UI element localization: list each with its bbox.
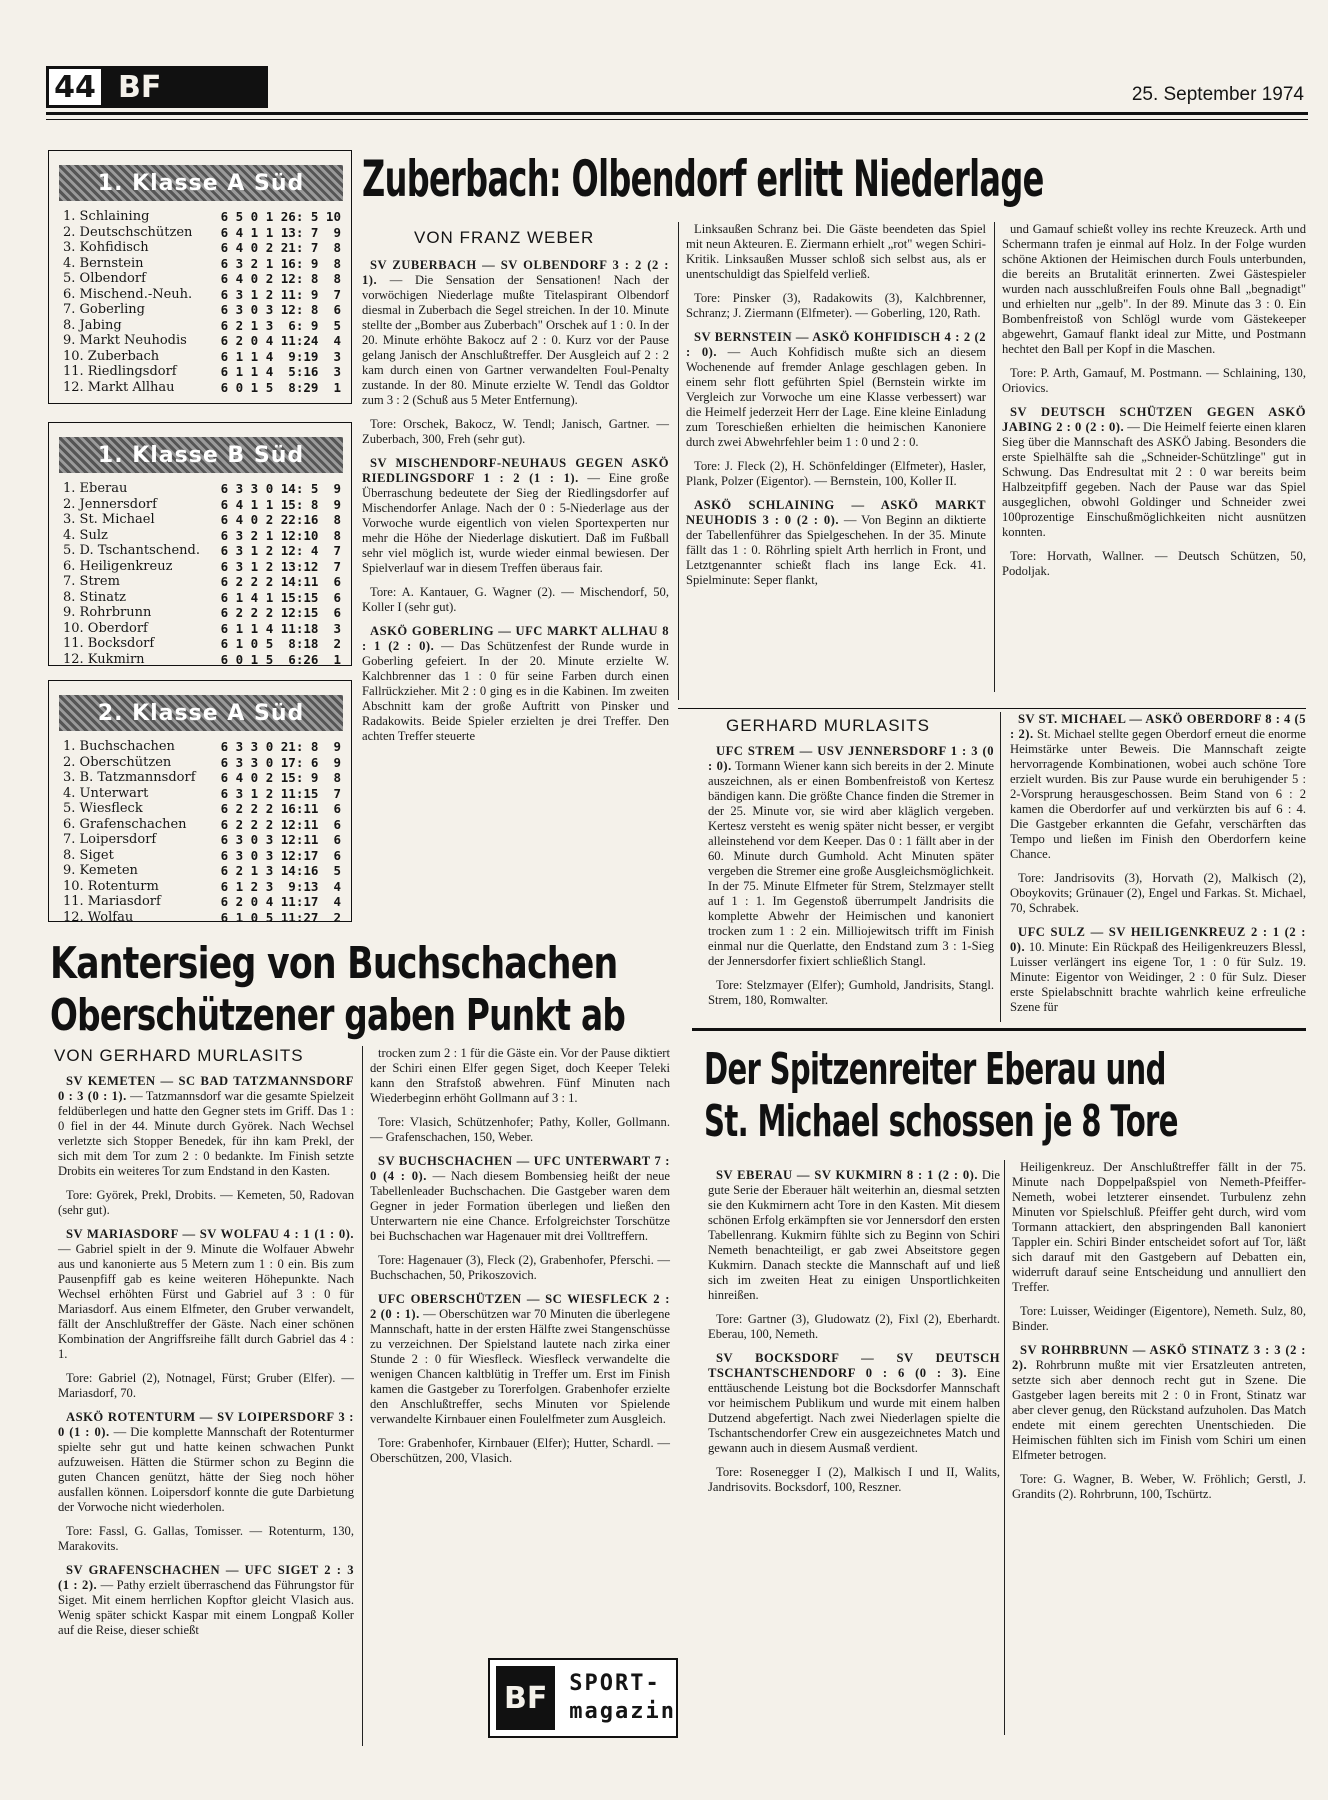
paragraph (362, 624, 669, 744)
team-stats: 6 5 0 1 26: 5 10 (220, 209, 341, 224)
team-name: 6. Heiligenkreuz (63, 558, 173, 574)
paragraph-text: Rohrbrunn mußte mit vier Ersatzleuten antreten, setzte sich aber dennoch recht gut in Szene. Die Gastgeber lagen bereits mit 2 : 0 in Front, Stinatz war aber clever genug, den Rückstand aufzuholen. Das Match endete mit einem gerechten Unentschieden. Die Heimischen fühlten sich im Finish vom Schiri um einen Elfmeter betrogen. (1012, 1358, 1306, 1462)
column-rule (994, 222, 995, 692)
team-stats: 6 1 2 3 9:13 4 (220, 878, 341, 894)
team-name: 6. Mischend.-Neuh. (63, 286, 193, 302)
table-row (63, 271, 341, 287)
table-row (63, 512, 341, 528)
byline-gerhard-murlasits-2: VON GERHARD MURLASITS (54, 1046, 304, 1065)
paragraph (1002, 222, 1306, 357)
table-row (63, 863, 341, 879)
paragraph (370, 1292, 670, 1427)
paragraph-text: — Von Beginn an diktierte der Tabellenführer das Spielgeschehen. In der 35. Minute fällt das 1 : 0. Röhrling spielt Arth herrlich in Front, und Letztgenannter schießt flach ins lange Eck. 41. Spielminute: Seper flankt, (686, 513, 986, 587)
paragraph (370, 1253, 670, 1283)
paragraph (1002, 549, 1306, 579)
team-name: 1. Schlaining (63, 209, 150, 224)
paragraph-text: Linksaußen Schranz bei. Die Gäste beendeten das Spiel mit neun Akteuren. E. Ziermann erhielt „rot" wegen Schiri-Kritik. Linksaußen Musser schloß sich selbst aus, als er unentschuldigt das Spielfeld verließ. (686, 222, 986, 281)
paragraph-text: Tore: Györek, Prekl, Drobits. — Kemeten, 50, Radovan (sehr gut). (58, 1188, 354, 1217)
team-stats: 6 2 2 2 16:11 6 (220, 801, 341, 816)
article3-column-1 (58, 1074, 354, 1647)
article2-column-1 (708, 744, 994, 1017)
paragraph (370, 1436, 670, 1466)
paragraph-text: Eine enttäuschende Leistung bot die Bocksdorfer Mannschaft vor heimischem Publikum und wurde mit einem halben Dutzend abgefertigt. Nach zwei Niederlagen spielte die Tschantschendorfer Crew ein ausgezeichnetes Match und gewann auch in diesem Ausmaß verdient. (708, 1366, 1000, 1455)
paragraph-text: Tore: Grabenhofer, Kirnbauer (Elfer); Hutter, Schardl. — Oberschützen, 200, Vlasich. (370, 1436, 670, 1465)
table-row (63, 543, 341, 559)
table-row (63, 333, 341, 349)
league-table-title: 1. Klasse B Süd (59, 437, 343, 473)
paragraph (58, 1074, 354, 1179)
paragraph (1012, 1304, 1306, 1334)
paragraph (58, 1371, 354, 1401)
paragraph-text: trocken zum 2 : 1 für die Gäste ein. Vor der Pause diktiert der Schiri einen Elfer gegen Siget, doch Keeper Teleki kann den Strafstoß abwehren. Fünf Minuten nach Wiederbeginn erhöht Gollmann auf 3 : 1. (370, 1046, 670, 1105)
article3-column-2 (370, 1046, 670, 1475)
table-row (63, 848, 341, 864)
team-stats: 6 4 0 2 21: 7 8 (220, 240, 341, 255)
team-stats: 6 3 3 0 17: 6 9 (220, 754, 341, 770)
team-name: 7. Goberling (63, 302, 145, 317)
paragraph-text: — Oberschützen war 70 Minuten die überlegene Mannschaft, hatte in der ersten Hälfte zwei Stangenschüsse zu verzeichnen. Der Spielstand lautete nach zirka einer Stunde 2 : 0 für Wiesfleck. Wiesfleck verwandelte die wenigen Chancen kaltblütig in Treffer um. Erst im Finish kamen die Gastgeber zu Torerfolgen. Grabenhofer erzielte den Anschlußtreffer, sechs Minuten vor Spielende verwandelte Kirnbauer einen Foulelfmeter zum Ausgleich. (370, 1307, 670, 1426)
team-name: 1. Buchschachen (63, 739, 175, 754)
team-stats: 6 0 1 5 8:29 1 (220, 379, 341, 395)
paragraph (708, 1312, 1000, 1342)
team-name: 12. Markt Allhau (63, 379, 175, 395)
paragraph-text: — Nach diesem Bombensieg heißt der neue Tabellenleader Buchschachen. Die Gastgeber waren dem Gegner in jeder Formation überlegen und ließen den Unterwartern nie eine Chance. Erfolgreichster Torschütze bei Buchschachen war Hagenauer mit drei Volltreffern. (370, 1169, 671, 1243)
paragraph (686, 222, 986, 282)
match-heading: UFC SULZ — SV HEILIGENKREUZ 2 : 1 (2 : 0). (1010, 925, 1306, 954)
paragraph (1012, 1343, 1306, 1463)
paragraph (58, 1410, 354, 1515)
paragraph (686, 291, 986, 321)
article1-column-3 (1002, 222, 1306, 588)
team-stats: 6 2 1 3 6: 9 5 (220, 317, 341, 333)
team-stats: 6 3 3 0 21: 8 9 (220, 739, 341, 754)
table-row (63, 894, 341, 910)
team-name: 12. Kukmirn (63, 651, 145, 667)
team-stats: 6 3 1 2 12: 4 7 (220, 543, 341, 558)
paragraph-text: Tore: Rosenegger I (2), Malkisch I und II, Walits, Jandrisovits. Bocksdorf, 100, Reszner. (708, 1465, 1000, 1494)
paragraph (58, 1524, 354, 1554)
paragraph (708, 1168, 1000, 1303)
paragraph-text: Heiligenkreuz. Der Anschlußtreffer fällt in der 75. Minute nach Doppelpaßspiel von Nemeth-Pfeiffer-Nemeth, wobei letzterer einsendet. Turbulenz zehn Minuten vor Spielschluß. Pfeiffer geht durch, wird vom Tormann attackiert, den abspringenden Ball kanoniert Tappler ein. Schiri Binder entscheidet sofort auf Tor, läßt sich darauf mit den Gastgebern auf Debatten ein, widerruft darauf seine Entscheidung und annulliert den Treffer. (1012, 1160, 1306, 1294)
match-heading: ASKÖ SCHLAINING — ASKÖ MARKT NEUHODIS 3 : 0 (2 : 0). (686, 498, 986, 527)
table-row (63, 481, 341, 497)
team-stats: 6 2 1 3 14:16 5 (220, 863, 341, 878)
team-stats: 6 4 0 2 22:16 8 (220, 512, 341, 527)
team-name: 6. Grafenschachen (63, 816, 187, 832)
paragraph (1012, 1472, 1306, 1502)
article1-column-1 (362, 258, 669, 753)
byline-gerhard-murlasits: GERHARD MURLASITS (726, 716, 931, 735)
paragraph (1010, 925, 1306, 1015)
table-row (63, 739, 341, 755)
table-row (63, 349, 341, 365)
team-stats: 6 1 1 4 5:16 3 (220, 364, 341, 379)
paragraph-text: — Die komplette Mannschaft der Rotenturmer spielte sehr gut und hatte keinen schwachen Punkt aufzuweisen. Hätten die Stürmer schon zu Beginn die guten Chancen genützt, hätte der Sieg noch höher ausfallen können. Loipersdorf konnte die gute Darbietung der Vorwoche nicht wiederholen. (58, 1425, 354, 1514)
table-row (63, 817, 341, 833)
team-name: 9. Markt Neuhodis (63, 333, 187, 348)
team-stats: 6 2 2 2 12:11 6 (220, 816, 341, 832)
article4-column-1 (708, 1168, 1000, 1504)
paragraph (708, 978, 994, 1008)
paragraph-text: Tore: Jandrisovits (3), Horvath (2), Malkisch (2), Oboykovits; Grünauer (2), Engel und Farkas. St. Michael, 70, Schrabek. (1010, 871, 1306, 915)
headline-kantersieg: Kantersieg von Buchschachen (50, 938, 618, 989)
match-heading: SV MARIASDORF — SV WOLFAU 4 : 1 (1 : 0). (66, 1227, 354, 1241)
paragraph (362, 585, 669, 615)
team-stats: 6 4 1 1 13: 7 9 (220, 224, 341, 240)
team-name: 2. Deutschschützen (63, 224, 193, 240)
team-name: 8. Jabing (63, 317, 122, 333)
paragraph-text: — Pathy erzielt überraschend das Führungstor für Siget. Mit einem herrlichen Kopftor gleicht Vlasich aus. Wenig später schickt Kaspar mit einem Longpaß Koller auf die Reise, dieser schießt (58, 1578, 354, 1637)
paragraph-text: Tore: Fassl, G. Gallas, Tomisser. — Rotenturm, 130, Marakovits. (58, 1524, 354, 1553)
table-row (63, 879, 341, 895)
team-name: 2. Oberschützen (63, 754, 172, 770)
match-heading: SV GRAFENSCHACHEN — UFC SIGET 2 : 3 (1 : 2). (58, 1563, 354, 1592)
paragraph (686, 498, 986, 588)
table-row (63, 364, 341, 380)
team-name: 11. Bocksdorf (63, 636, 155, 651)
match-heading: SV BOCKSDORF — SV DEUTSCH TSCHANTSCHENDORF 0 : 6 (0 : 3). (708, 1351, 1000, 1380)
match-heading: SV ST. MICHAEL — ASKÖ OBERDORF 8 : 4 (5 : 2). (1010, 712, 1306, 741)
team-name: 5. D. Tschantschend. (63, 543, 201, 558)
article2-column-2 (1010, 712, 1306, 1024)
team-stats: 6 3 0 3 12: 8 6 (220, 302, 341, 317)
paragraph (686, 459, 986, 489)
column-rule (1004, 1160, 1005, 1735)
team-name: 3. St. Michael (63, 512, 155, 527)
team-stats: 6 4 0 2 15: 9 8 (220, 770, 341, 785)
match-heading: ASKÖ ROTENTURM — SV LOIPERSDORF 3 : 0 (1 : 0). (58, 1410, 354, 1439)
column-rule (1000, 712, 1001, 1022)
paragraph-text: Tore: Gabriel (2), Notnagel, Fürst; Gruber (Elfer). — Mariasdorf, 70. (58, 1371, 354, 1400)
paragraph-text: — Gabriel spielt in der 9. Minute die Wolfauer Abwehr aus und kanonierte aus 5 Metern zum 1 : 0 ein. Bis zum Pausenpfiff gab es keine weiteren Höhepunkte. Nach Wechsel erhöhten Fürst und Gabriel auf 3 : 0 für Mariasdorf. Aus einem Elfmeter, den Gruber verwandelt, fällt der Anschlußtreffer der Gäste. Nach einer schönen Kombination der Angriffsreihe fällt durch Gabriel das 4 : 1. (58, 1242, 354, 1361)
table-row (63, 318, 341, 334)
team-name: 4. Bernstein (63, 255, 144, 271)
team-name: 12. Wolfau (63, 909, 134, 925)
paragraph-text: Tore: Vlasich, Schützenhofer; Pathy, Koller, Gollmann. — Grafenschachen, 150, Weber. (370, 1115, 670, 1144)
paragraph-text: St. Michael stellte gegen Oberdorf erneut die enorme Heimstärke unter Beweis. Die Mannschaft zeigte hervorragende Kombinationen, wobei auch schöne Tore erzielt wurden. Bis zur Pause wurde ein beruhigender 5 : 2-Vorsprung herausgeschossen. Beim Stand von 6 : 2 kamen die Oberdorfer auf und verkürzten bis auf 6 : 4. Die Gastgeber erkannten die Gefahr, verschärften das Tempo und ließen im Finish den Oberdorfern keine Chance. (1010, 727, 1307, 861)
team-stats: 6 2 0 4 11:24 4 (220, 333, 341, 348)
team-name: 1. Eberau (63, 481, 128, 496)
table-row (63, 256, 341, 272)
league-table-title: 2. Klasse A Süd (59, 695, 343, 731)
match-heading: SV BUCHSCHACHEN — UFC UNTERWART 7 : 0 (4 : 0). (370, 1154, 670, 1183)
table-row (63, 636, 341, 652)
league-table-3 (48, 680, 352, 925)
table-row (63, 209, 341, 225)
page-number: 44 (46, 66, 104, 108)
table-row (63, 621, 341, 637)
team-name: 8. Stinatz (63, 589, 127, 605)
league-table-2 (48, 422, 352, 666)
league-table-title: 1. Klasse A Süd (59, 165, 343, 201)
league-table-rows (49, 209, 351, 401)
team-stats: 6 2 0 4 11:17 4 (220, 894, 341, 909)
team-name: 5. Olbendorf (63, 271, 146, 286)
column-rule (362, 1046, 363, 1746)
table-row (63, 786, 341, 802)
article1-column-2 (686, 222, 986, 597)
team-stats: 6 3 1 2 13:12 7 (220, 558, 341, 574)
paragraph (1002, 366, 1306, 396)
table-row (63, 574, 341, 590)
paragraph (1012, 1160, 1306, 1295)
paragraph-text: Tore: Pinsker (3), Radakowits (3), Kalchbrenner, Schranz; J. Ziermann (Elfmeter). — Goberling, 120, Rath. (686, 291, 986, 320)
ad-line-1: SPORT- (569, 1671, 661, 1696)
article4-top-rule (692, 1028, 1306, 1031)
team-stats: 6 1 1 4 9:19 3 (220, 348, 341, 364)
paragraph-text: — Tatzmannsdorf war die gesamte Spielzeit feldüberlegen und hatte den Gegner stets im Griff. Das 1 : 0 fiel in der 44. Minute durch Györek. Nach Wechsel verletzte sich Stopper Benedek, für ihn kam Prekl, der sich mit dem Tor zum 2 : 0 bedankte. Im Finish setzte Drobits ein weiteres Tor zum Endstand in den Kasten. (58, 1089, 354, 1178)
paragraph (708, 1351, 1000, 1456)
paragraph (58, 1227, 354, 1362)
table-row (63, 528, 341, 544)
paragraph-text: Tormann Wiener kann sich bereits in der 2. Minute auszeichnen, als er einen Bombenfreistoß von Kertesz bändigen kann. Die größte Chance finden die Stremer in der 25. Minute vor, sie wird aber kläglich vergeben. Kertesz versteht es wenig später nicht besser, er vergibt alleinstehend vor dem Keeper. Das 0 : 1 fällt aber in der 60. Minute durch Gumhold. Acht Minuten später vergeben die Stremer eine große Ausgleichsmöglichkeit. In der 75. Minute Elfmeter für Strem, Stelzmayer stellt auf 1 : 1. Im Gegenstoß überrumpelt Jandrisits die komplette Abwehr der Heimischen und kanoniert trocken zum 1 : 2 ein. Milliojewitsch trifft im Finish einmal nur die Querlatte, den Endstand zum 3 : 1-Sieg der Jennersdorfer fixiert schließlich Stangl. (708, 759, 994, 968)
article4-column-2 (1012, 1160, 1306, 1511)
byline-franz-weber: VON FRANZ WEBER (414, 228, 595, 247)
table-row (63, 287, 341, 303)
table-row (63, 801, 341, 817)
sport-magazin-ad (488, 1658, 678, 1738)
team-stats: 6 0 1 5 6:26 1 (220, 651, 341, 667)
team-stats: 6 1 1 4 11:18 3 (220, 620, 341, 636)
headline-st-michael: St. Michael schossen je 8 Tore (704, 1096, 1178, 1147)
team-name: 3. B. Tatzmannsdorf (63, 770, 196, 785)
table-row (63, 832, 341, 848)
league-table-1 (48, 150, 352, 404)
paragraph-text: Tore: Stelzmayer (Elfer); Gumhold, Jandrisits, Stangl. Strem, 180, Romwalter. (708, 978, 994, 1007)
team-stats: 6 4 1 1 15: 8 9 (220, 496, 341, 512)
team-stats: 6 3 2 1 12:10 8 (220, 527, 341, 543)
table-row (63, 497, 341, 513)
team-name: 10. Oberdorf (63, 620, 148, 636)
team-name: 7. Strem (63, 574, 120, 589)
paragraph-text: Tore: Hagenauer (3), Fleck (2), Grabenhofer, Pferschi. — Buchschachen, 50, Prikoszovich. (370, 1253, 670, 1282)
paragraph-text: — Auch Kohfidisch mußte sich an diesem Wochenende auf fremder Anlage geschlagen geben. In einem sehr flott geführten Spiel (Bernstein wirkte im Vergleich zur Vorwoche um eine Klasse verbessert) war die Heimelf jederzeit Herr der Lage. Eine kleine Einladung zum Toreschießen erhielten die heimischen Kanoniere durch zwei Abwehrfehler beim 1 : 0 und 2 : 0. (686, 345, 986, 449)
paragraph-text: Tore: Horvath, Wallner. — Deutsch Schützen, 50, Podoljak. (1002, 549, 1306, 578)
team-name: 9. Kemeten (63, 863, 138, 878)
paragraph (1002, 405, 1306, 540)
paragraph (370, 1046, 670, 1106)
team-name: 4. Sulz (63, 527, 108, 543)
league-table-rows (49, 739, 351, 931)
match-heading: UFC STREM — USV JENNERSDORF 1 : 3 (0 : 0). (708, 744, 994, 773)
team-name: 7. Loipersdorf (63, 832, 157, 847)
paragraph-text: — Die Heimelf feierte einen klaren Sieg über die Mannschaft des ASKÖ Jabing. Besonders die erste Spielhälfte sah die „Schneider-Schützlinge" gut in Schwung. Das Endresultat mit 2 : 0 war bereits beim Halbzeitpfiff gegeben. Nach der Pause war das Spiel ausgeglichen, obwohl Goldinger und Schneider zwei 100prozentige Einschußmöglichkeiten nicht ausnützen konnten. (1002, 420, 1306, 539)
paragraph (1010, 871, 1306, 916)
header-rule (46, 112, 1308, 115)
table-row (63, 590, 341, 606)
paragraph (362, 258, 669, 408)
paragraph (708, 1465, 1000, 1495)
team-name: 11. Riedlingsdorf (63, 364, 177, 379)
table-row (63, 652, 341, 668)
table-row (63, 605, 341, 621)
paragraph-text: und Gamauf schießt volley ins rechte Kreuzeck. Arth und Schermann trafen je einmal auf Holz. In der Folge wurden schöne Aktionen der Heimischen durch Fouls unterbunden, die bereits an Brutalität erinnerten. Zwei Gästespieler wurden nach ausschlußreifen Fouls ohne Ball „begnadigt" und erhielten nur „gelb". In der 89. Minute das 3 : 0. Ein Bombenfreistoß von Schlögl wurde vom Gästekeeper abgewehrt, Gamauf flankt ideal zur Mitte, und Postmann hechtet den Ball per Kopf in die Maschen. (1002, 222, 1306, 356)
match-heading: UFC OBERSCHÜTZEN — SC WIESFLECK 2 : 2 (0 : 1). (370, 1292, 670, 1321)
paragraph (362, 456, 669, 576)
paragraph-text: Die gute Serie der Eberauer hält weiterhin an, diesmal setzten sie den Kukmirnern acht Tore in den Kasten. Mit diesem schönen Erfolg erkämpften sie vor Jennersdorf den ersten Tabellenrang. Kukmirn fühlte sich zu Beginn von Schiri Nemeth benachteiligt, er gab zwei Abseitstore gegen Kukmirn. Danach steckte die Mannschaft auf und ließ sich im zweiten Heat zu einigen Unsportlichkeiten hinreißen. (708, 1168, 1000, 1302)
paragraph-text: Tore: J. Fleck (2), H. Schönfeldinger (Elfmeter), Hasler, Plank, Polzer (Eigentor). — Bernstein, 100, Koller II. (686, 459, 986, 488)
match-heading: SV ZUBERBACH — SV OLBENDORF 3 : 2 (2 : 1). (362, 258, 669, 287)
paragraph (370, 1115, 670, 1145)
page-header-box (46, 66, 268, 108)
team-stats: 6 1 0 5 8:18 2 (220, 636, 341, 651)
table-row (63, 755, 341, 771)
headline-zuberbach: Zuberbach: Olbendorf erlitt Niederlage (362, 150, 1044, 208)
paragraph-text: — Die Sensation der Sensationen! Nach der vorwöchigen Niederlage mußte Titelaspirant Olbendorf diesmal in Zuberbach die Segel streichen. In der 10. Minute stellte der „Bomber aus Zuberbach" Orschek auf 1 : 0. In der 20. Minute erhöhte Bakocz auf 2 : 0. Kurz vor der Pause gelang Janisch der Anschlußtreffer. Der Ausgleich auf 2 : 2 kam durch einen von Gartner verwandelten Foul-Penalty zustande. In der 80. Minute erzielte W. Tendl das Goldtor zum 3 : 2 (Schuß aus 5 Meter Entfernung). (362, 273, 669, 407)
team-stats: 6 3 2 1 16: 9 8 (220, 255, 341, 271)
paragraph-text: Tore: P. Arth, Gamauf, M. Postmann. — Schlaining, 130, Oriovics. (1002, 366, 1306, 395)
team-stats: 6 3 0 3 12:11 6 (220, 832, 341, 847)
paragraph (686, 330, 986, 450)
header-rule-thin (46, 119, 1308, 120)
paragraph-text: — Eine große Überraschung bedeutete der Sieg der Riedlingsdorfer auf Mischendorfer Anlage. Nach der 0 : 5-Niederlage aus der Vorwoche wurde eigentlich von vielen Sportexperten nur mehr die Höhe der Niederlage diskutiert. Daß im Fußball sehr viel möglich ist, wurde wieder einmal bewiesen. Der Spielverlauf war in diesem Treffen überaus fair. (362, 471, 669, 575)
issue-date: 25. September 1974 (1131, 84, 1304, 105)
paragraph-text: Tore: Gartner (3), Gludowatz (2), Fixl (2), Eberhardt. Eberau, 100, Nemeth. (708, 1312, 1000, 1341)
team-name: 8. Siget (63, 847, 114, 863)
match-heading: SV DEUTSCH SCHÜTZEN GEGEN ASKÖ JABING 2 : 0 (2 : 0). (1002, 405, 1306, 434)
league-table-rows (49, 481, 351, 673)
team-name: 2. Jennersdorf (63, 496, 157, 512)
paragraph (362, 417, 669, 447)
team-stats: 6 1 4 1 15:15 6 (220, 589, 341, 605)
paragraph (370, 1154, 670, 1244)
team-name: 10. Rotenturm (63, 878, 159, 894)
article2-top-rule (678, 708, 1306, 709)
team-stats: 6 1 0 5 11:27 2 (220, 909, 341, 925)
team-stats: 6 3 1 2 11: 9 7 (220, 286, 341, 302)
match-heading: SV KEMETEN — SC BAD TATZMANNSDORF 0 : 3 (0 : 1). (58, 1074, 354, 1103)
table-row (63, 380, 341, 396)
team-name: 9. Rohrbrunn (63, 605, 152, 620)
paragraph-text: — Das Schützenfest der Runde wurde in Goberling gefeiert. In der 20. Minute erzielte W. Kalchbrenner das 1 : 0 für seine Farben durch einen Fallrückzieher. Mit 2 : 0 ging es in die Kabinen. Im zweiten Abschnitt kam der große Auftritt von Pinsker und Radakowits. Beide Spieler erzielten je drei Treffer. Den achten Treffer steuerte (362, 639, 669, 743)
team-stats: 6 2 2 2 12:15 6 (220, 605, 341, 620)
ad-bf-logo: BF (496, 1666, 555, 1730)
match-heading: SV BERNSTEIN — ASKÖ KOHFIDISCH 4 : 2 (2 : 0). (686, 330, 986, 359)
headline-spitzenreiter: Der Spitzenreiter Eberau und (704, 1044, 1166, 1095)
paragraph-text: Tore: Orschek, Bakocz, W. Tendl; Janisch, Gartner. — Zuberbach, 300, Freh (sehr gut). (362, 417, 669, 446)
paragraph (708, 744, 994, 969)
table-row (63, 240, 341, 256)
team-stats: 6 3 0 3 12:17 6 (220, 847, 341, 863)
table-row (63, 770, 341, 786)
paragraph (58, 1563, 354, 1638)
team-stats: 6 4 0 2 12: 8 8 (220, 271, 341, 286)
match-heading: SV MISCHENDORF-NEUHAUS GEGEN ASKÖ RIEDLINGSDORF 1 : 2 (1 : 1). (362, 456, 669, 485)
team-stats: 6 2 2 2 14:11 6 (220, 574, 341, 589)
paragraph (1010, 712, 1306, 862)
table-row (63, 559, 341, 575)
table-row (63, 302, 341, 318)
table-row (63, 225, 341, 241)
paragraph-text: Tore: Luisser, Weidinger (Eigentore), Nemeth. Sulz, 80, Binder. (1012, 1304, 1306, 1333)
table-row (63, 910, 341, 926)
column-rule (678, 222, 679, 700)
team-name: 10. Zuberbach (63, 348, 160, 364)
team-stats: 6 3 1 2 11:15 7 (220, 785, 341, 801)
match-heading: ASKÖ GOBERLING — UFC MARKT ALLHAU 8 : 1 (2 : 0). (362, 624, 669, 653)
paragraph-text: Tore: G. Wagner, B. Weber, W. Fröhlich; Gerstl, J. Grandits (2). Rohrbrunn, 100, Tschürtz. (1012, 1472, 1306, 1501)
match-heading: SV EBERAU — SV KUKMIRN 8 : 1 (2 : 0). (716, 1168, 979, 1182)
match-heading: SV ROHRBRUNN — ASKÖ STINATZ 3 : 3 (2 : 2). (1012, 1343, 1306, 1372)
team-stats: 6 3 3 0 14: 5 9 (220, 481, 341, 496)
team-name: 11. Mariasdorf (63, 894, 161, 909)
paragraph (58, 1188, 354, 1218)
headline-oberschuetzener: Oberschützener gaben Punkt ab (50, 990, 626, 1041)
paragraph-text: Tore: A. Kantauer, G. Wagner (2). — Mischendorf, 50, Koller I (sehr gut). (362, 585, 669, 614)
ad-line-2: magazin (569, 1699, 676, 1724)
publication-logo: BF (104, 66, 268, 108)
team-name: 5. Wiesfleck (63, 801, 143, 816)
paragraph-text: 10. Minute: Ein Rückpaß des Heiligenkreuzers Blessl, Luisser verlängert ins eigene Tor, 1 : 0 für Sulz. 19. Minute: Eigentor von Weidinger, 2 : 0 für Sulz. Dieser erste Spielabschnitt brachte wahrlich keine erfreuliche Szene für (1010, 940, 1306, 1014)
team-name: 3. Kohfidisch (63, 240, 149, 255)
team-name: 4. Unterwart (63, 785, 149, 801)
